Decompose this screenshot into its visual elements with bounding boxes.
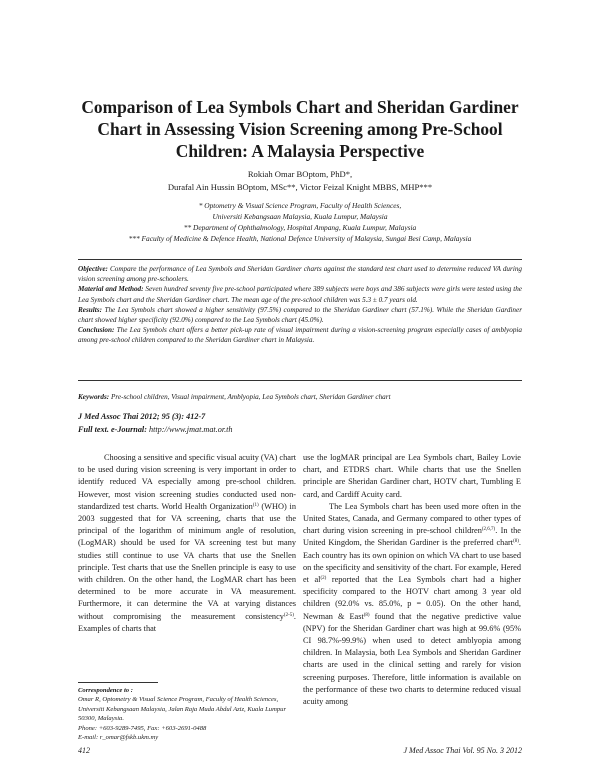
body-text: . Each country has its own opinion on which VA chart to use based on the specificity and sensitivity of the chart. For example, Hered et al	[303, 538, 521, 585]
body-text: . In the United Kingdom, the Sheridan Gardiner is the preferred chart	[303, 526, 521, 548]
author-line-2: Durafal Ain Hussin BOptom, MSc**, Victor Feizal Knight MBBS, MHP***	[167, 181, 433, 192]
body-column-left	[78, 452, 296, 635]
abstract	[78, 264, 522, 346]
citation-ref: (2,6,7)	[481, 527, 496, 533]
affiliations	[70, 200, 530, 244]
citation-ref: (2)	[320, 576, 327, 582]
keywords-text: Pre-school children, Visual impairment, Amblyopia, Lea Symbols chart, Sheridan Gardiner chart	[110, 393, 391, 401]
abstract-objective	[78, 264, 522, 284]
methods-text: Seven hundred seventy five pre-school participated where 389 subjects were boys and 386 subjects were girls were tested using the Lea Symbols chart and the Sheridan Gardiner chart. The mean age of the pre-school children was 5.3 ± 0.7 years old.	[78, 285, 522, 304]
results-label: Results:	[78, 305, 102, 314]
correspondence-phone: Phone: +603-9289-7495, Fax: +603-2691-0488	[78, 724, 207, 732]
keywords	[78, 392, 522, 402]
fulltext-link[interactable]: http://www.jmat.mat.or.th	[148, 425, 233, 434]
correspondence-heading: Correspondence to :	[78, 687, 133, 694]
objective-text: Compare the performance of Lea Symbols and Sheridan Gardiner charts against the standard test chart used to determine reduced VA during vision screening among pre-schoolers.	[78, 265, 523, 284]
fulltext-line	[78, 423, 522, 436]
citation-ref: (8)	[363, 612, 370, 618]
page-number: 412	[78, 746, 90, 755]
methods-label: Material and Method:	[78, 285, 144, 294]
conclusion-label: Conclusion:	[78, 326, 115, 335]
journal-citation: J Med Assoc Thai 2012; 95 (3): 412-7	[78, 412, 206, 421]
objective-label: Objective:	[78, 265, 108, 273]
keywords-label: Keywords:	[78, 393, 110, 401]
correspondence-address: Omar R, Optometry & Visual Science Program, Faculty of Health Sciences, Universiti Kebangsaan Malaysia, Jalan Raja Muda Abdul Aziz, Kuala Lumpur 50300, Malaysia.	[78, 696, 287, 723]
abstract-conclusion	[78, 325, 522, 345]
correspondence-email[interactable]: E-mail: r_omar@fskb.ukm.my	[78, 734, 159, 742]
body-paragraph	[303, 501, 521, 708]
citation-ref: (8)	[513, 539, 519, 545]
affiliation-3: *** Faculty of Medicine & Defence Health, National Defence University of Malaysia, Sungai Besi Camp, Malaysia	[128, 234, 472, 243]
abstract-top-rule	[78, 259, 522, 260]
body-text: Choosing a sensitive and specific visual acuity (VA) chart to be used during vision screening is very important in order to identify reduced VA especially among pre-school children. However, most vision screening studies conducted used non-standardized test charts. World Health Organization	[78, 453, 297, 511]
citation-ref: (2-5)	[283, 612, 294, 618]
journal-info	[78, 410, 522, 436]
conclusion-text: The Lea Symbols chart offers a better pick-up rate of visual impairment during a vision-screening program especially cases of amblyopia among pre-school children compared to the Sheridan Gardiner chart in Malaysia.	[78, 326, 522, 345]
footer-journal: J Med Assoc Thai Vol. 95 No. 3 2012	[403, 746, 522, 755]
fulltext-label: Full text. e-Journal:	[78, 425, 147, 434]
correspondence-block	[78, 686, 296, 742]
affiliation-1-cont: Universiti Kebangsaan Malaysia, Kuala Lumpur, Malaysia	[212, 212, 388, 221]
body-text: (WHO) in 2003 suggested that for VA screening, charts that use the principal of the logarithm of minimum angle of resolution, (LogMAR) should be used for VA screening test but many studies still continue to use VA charts that use the Snellen principle. Test charts that use the Snellen principle is easy to use with children. On the other hand, the LogMAR chart has been determined to be more accurate in VA measurement. Furthermore, it can determine the VA at varying distances without compromising the measurement consistency	[78, 501, 296, 621]
article-title: Comparison of Lea Symbols Chart and Sheridan Gardiner Chart in Assessing Vision Screening among Pre-School Children: A Malaysia Perspective	[81, 97, 519, 161]
abstract-bottom-rule	[78, 380, 522, 381]
abstract-methods	[78, 284, 522, 304]
citation-ref: (1)	[252, 502, 259, 508]
author-list	[60, 168, 540, 193]
body-text: The Lea Symbols chart has been used more often in the United States, Canada, and Germany compared to other types of chart during vision screening in pre-school children	[303, 501, 521, 536]
results-text: The Lea Symbols chart showed a higher sensitivity (97.5%) compared to the Sheridan Gardiner chart (57.1%). While the Sheridan Gardiner chart showed higher specificity (92.0%) compared to the Lea Symbols chart (45.0%).	[78, 305, 523, 325]
body-column-right	[303, 452, 521, 708]
abstract-results	[78, 305, 522, 325]
correspondence-rule	[78, 682, 158, 683]
body-text: . Examples of charts that	[78, 611, 296, 633]
body-text: found that the negative predictive value (NPV) for the Sheridan Gardiner chart was high at 99.6% (95% CI 98.7%-99.9%) when used to detect amblyopia among children. In Malaysia, both Lea Symbols and Sheridan Gardiner charts are used in the clinical setting and rarely for vision screening purposes. Therefore, little information is available on the performance of these two charts to determine reduced visual acuity among	[303, 611, 521, 707]
body-paragraph: use the logMAR principal are Lea Symbols chart, Bailey Lovie chart, and ETDRS chart. While charts that use the Snellen principle are Sheridan Gardiner chart, HOTV chart, Tumbling E card, and Cardiff Acuity card.	[303, 453, 521, 499]
author-line-1: Rokiah Omar BOptom, PhD*,	[247, 169, 353, 179]
body-paragraph	[78, 452, 296, 635]
body-text: reported that the Lea Symbols chart had a higher specificity compared to the HOTV chart among 3 year old children (92.0% vs. 85.0%, p = 0.05). On the other hand, Newman & East	[303, 575, 521, 621]
affiliation-2: ** Department of Ophthalmology, Hospital Ampang, Kuala Lumpur, Malaysia	[183, 223, 417, 232]
affiliation-1: * Optometry & Visual Science Program, Faculty of Health Sciences,	[198, 201, 402, 210]
